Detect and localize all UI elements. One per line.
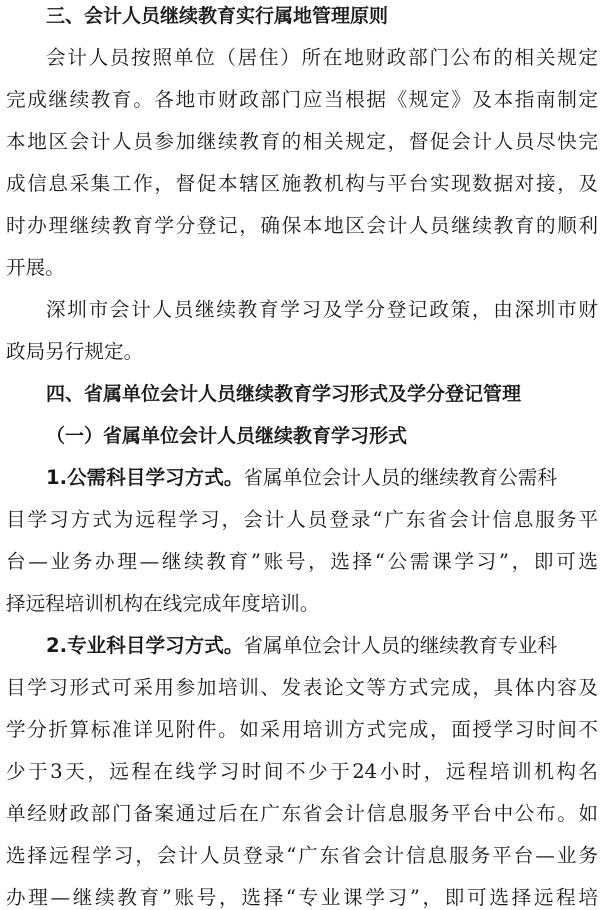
paragraph-line: 政局另行规定。 [6, 340, 144, 363]
paragraph-line: 本地区会计人员参加继续教育的相关规定，督促会计人员尽快完 [6, 130, 598, 153]
item-first-line [46, 466, 557, 490]
paragraph-line: 学分折算标准详见附件。如采用培训方式完成，面授学习时间不 [6, 718, 598, 741]
paragraph-line: 完成继续教育。各地市财政部门应当根据《规定》及本指南制定 [6, 88, 598, 111]
paragraph-line: 办理—继续教育”账号，选择“专业课学习”，即可选择远程培 [6, 886, 598, 909]
paragraph-line: 时办理继续教育学分登记，确保本地区会计人员继续教育的顺利 [6, 214, 598, 237]
paragraph-line: 会计人员按照单位（居住）所在地财政部门公布的相关规定 [46, 46, 598, 69]
paragraph-line: 成信息采集工作，督促本辖区施教机构与平台实现数据对接，及 [6, 172, 598, 195]
paragraph-line: 择远程培训机构在线完成年度培训。 [6, 592, 320, 615]
paragraph-line: 开展。 [6, 256, 65, 279]
paragraph-line: 深圳市会计人员继续教育学习及学分登记政策，由深圳市财 [46, 298, 598, 321]
paragraph-line: 目学习方式为远程学习，会计人员登录“广东省会计信息服务平 [6, 508, 598, 531]
subsection-heading: （一）省属单位会计人员继续教育学习形式 [46, 425, 408, 447]
item-text: 省属单位会计人员的继续教育公需科 [243, 466, 557, 489]
section-heading: 三、会计人员继续教育实行属地管理原则 [46, 5, 389, 27]
item-text: 省属单位会计人员的继续教育专业科 [243, 634, 557, 657]
paragraph-line: 选择远程学习，会计人员登录“广东省会计信息服务平台—业务 [6, 844, 598, 867]
paragraph-line: 少于3天，远程在线学习时间不少于24小时，远程培训机构名 [6, 760, 598, 783]
item-first-line [46, 634, 557, 658]
item-lead: 2.专业科目学习方式。 [46, 634, 244, 657]
paragraph-line: 单经财政部门备案通过后在广东省会计信息服务平台中公布。如 [6, 802, 598, 825]
item-lead: 1.公需科目学习方式。 [46, 466, 244, 489]
paragraph-line: 台—业务办理—继续教育”账号，选择“公需课学习”，即可选 [6, 550, 598, 573]
section-heading: 四、省属单位会计人员继续教育学习形式及学分登记管理 [46, 383, 522, 405]
paragraph-line: 目学习形式可采用参加培训、发表论文等方式完成，具体内容及 [6, 676, 598, 699]
